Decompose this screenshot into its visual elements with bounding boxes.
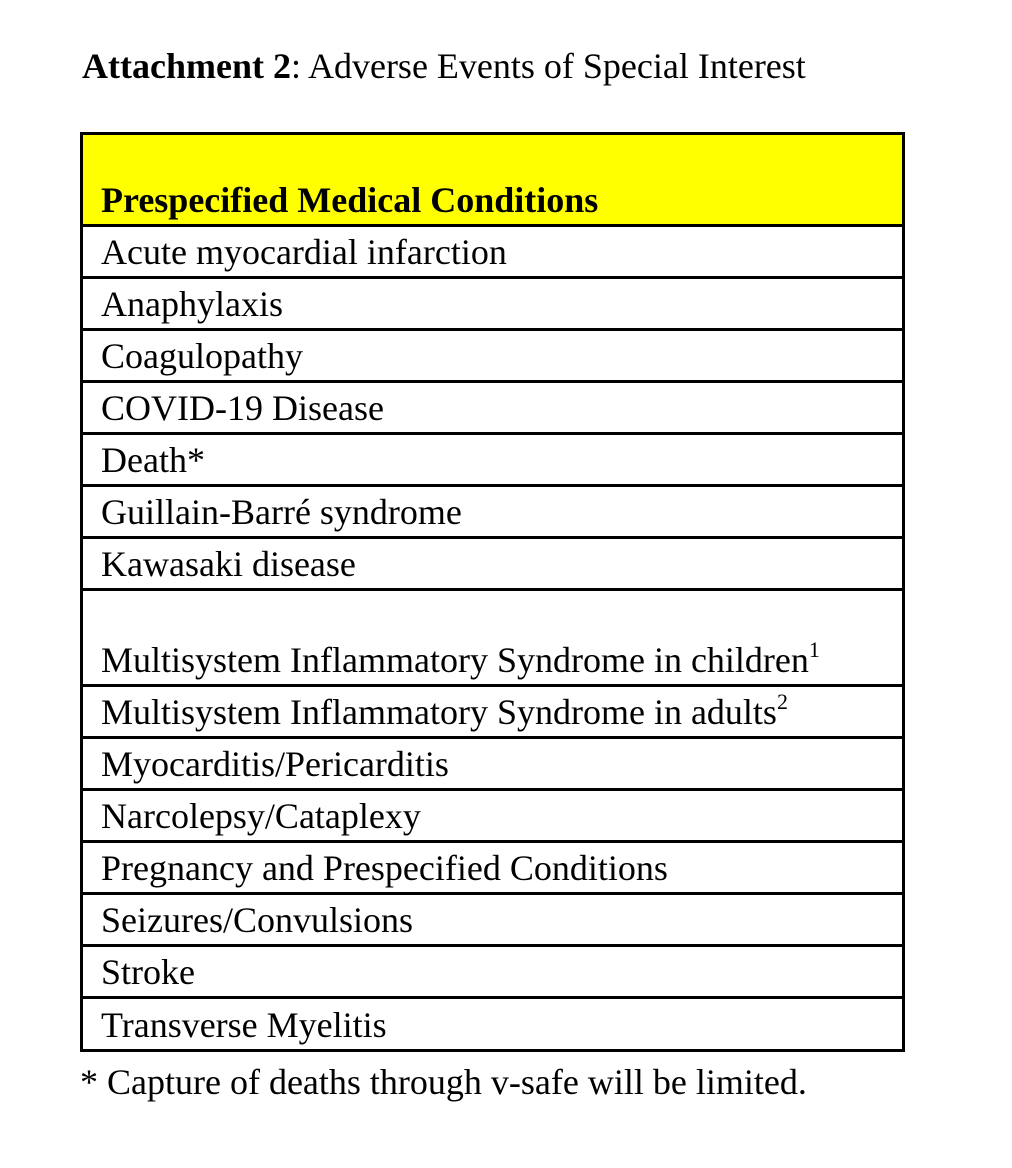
condition-text: Acute myocardial infarction [101, 232, 507, 272]
condition-text: Kawasaki disease [101, 544, 356, 584]
condition-text: Anaphylaxis [101, 284, 283, 324]
condition-cell [82, 330, 904, 382]
table-row [82, 590, 904, 686]
condition-cell [82, 790, 904, 842]
condition-cell [82, 590, 904, 686]
condition-cell [82, 842, 904, 894]
condition-cell [82, 538, 904, 590]
condition-text: Guillain-Barré syndrome [101, 492, 462, 532]
condition-cell [82, 894, 904, 946]
table-row [82, 382, 904, 434]
footnote-marker: 2 [776, 689, 788, 714]
table-row [82, 226, 904, 278]
table-row [82, 278, 904, 330]
table-row [82, 538, 904, 590]
table-row [82, 330, 904, 382]
condition-text: Multisystem Inflammatory Syndrome in children [101, 640, 809, 680]
condition-cell [82, 486, 904, 538]
condition-text: Stroke [101, 952, 195, 992]
heading-title: : Adverse Events of Special Interest [290, 46, 806, 86]
table-row [82, 946, 904, 998]
condition-cell [82, 946, 904, 998]
condition-text: Transverse Myelitis [101, 1005, 387, 1045]
attachment-label: Attachment 2 [82, 46, 291, 86]
condition-cell [82, 998, 904, 1051]
table-row [82, 842, 904, 894]
table-row [82, 486, 904, 538]
condition-cell [82, 738, 904, 790]
table-row [82, 894, 904, 946]
footnote-marker: 1 [808, 637, 820, 662]
condition-text: Narcolepsy/Cataplexy [101, 796, 421, 836]
condition-text: Myocarditis/Pericarditis [101, 744, 449, 784]
table-row [82, 434, 904, 486]
condition-cell [82, 434, 904, 486]
condition-cell [82, 278, 904, 330]
condition-cell [82, 382, 904, 434]
condition-text: Pregnancy and Prespecified Conditions [101, 848, 668, 888]
condition-text: Death* [101, 440, 205, 480]
condition-text: Coagulopathy [101, 336, 303, 376]
condition-cell [82, 686, 904, 738]
condition-text: Seizures/Convulsions [101, 900, 413, 940]
footnote: * Capture of deaths through v-safe will be limited. [80, 1062, 807, 1102]
page-heading [82, 44, 806, 88]
condition-text: Multisystem Inflammatory Syndrome in adults [101, 692, 777, 732]
table-row [82, 790, 904, 842]
table-row [82, 738, 904, 790]
table-header-row [82, 134, 904, 226]
condition-cell [82, 226, 904, 278]
aesi-table [80, 132, 905, 1052]
table-header-cell: Prespecified Medical Conditions [82, 134, 904, 226]
table-row [82, 686, 904, 738]
condition-text: COVID-19 Disease [101, 388, 384, 428]
table-row [82, 998, 904, 1051]
